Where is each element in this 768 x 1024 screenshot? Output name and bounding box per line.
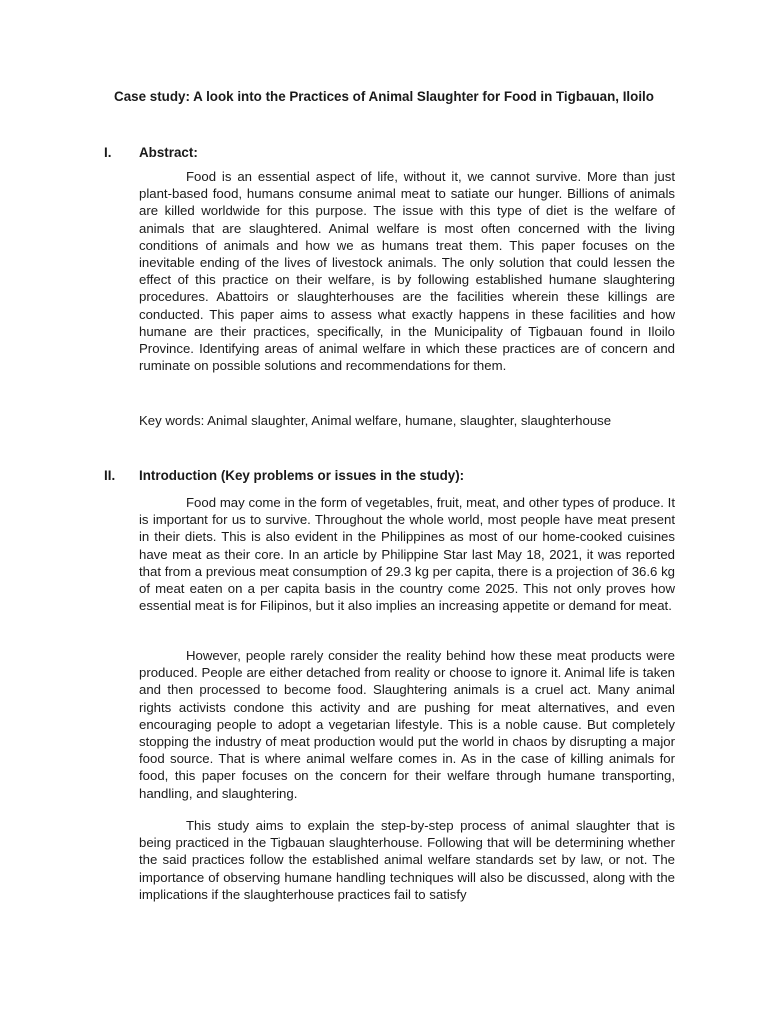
- introduction-paragraph: This study aims to explain the step-by-step process of animal slaughter that is being practiced in the Tigbauan slaughterhouse. Following that will be determining whether the said practices follow the established animal welfare standards set by law, or not. The importance of observing humane handling techniques will also be discussed, along with the implications if the slaughterhouse practices fail to satisfy: [139, 818, 675, 902]
- section-abstract-heading: [0, 144, 768, 162]
- section-number: I.: [104, 145, 112, 160]
- introduction-paragraph: Food may come in the form of vegetables, fruit, meat, and other types of produce. It is important for us to survive. Throughout the whole world, most people have meat present in their diets. This is also evident in the Philippines as most of our home-cooked cuisines have meat as their core. In an article by Philippine Star last May 18, 2021, it was reported that from a previous meat consumption of 29.3 kg per capita, there is a projection of 36.6 kg of meat eaten on a per capita basis in the country come 2025. This not only proves how essential meat is for Filipinos, but it also implies an increasing appetite or demand for meat.: [139, 495, 675, 614]
- abstract-paragraph: Food is an essential aspect of life, without it, we cannot survive. More than just plant-based food, humans consume animal meat to satiate our hunger. Billions of animals are killed worldwide for this purpose. The issue with this type of diet is the welfare of animals that are slaughtered. Animal welfare is most often concerned with the living conditions of animals and how we as humans treat them. This paper focuses on the inevitable ending of the lives of livestock animals. The only solution that could lessen the effect of this practice on their welfare, is by following established humane slaughtering procedures. Abattoirs or slaughterhouses are the facilities wherein these killings are conducted. This paper aims to assess what exactly happens in these facilities and how humane are their practices, specifically, in the Municipality of Tigbauan found in Iloilo Province. Identifying areas of animal welfare in which these practices are of concern and ruminate on possible solutions and recommendations for them.: [139, 169, 675, 374]
- keywords-line: Key words: Animal slaughter, Animal welfare, humane, slaughter, slaughterhouse: [139, 413, 612, 428]
- document-title: Case study: A look into the Practices of Animal Slaughter for Food in Tigbauan, Iloilo: [114, 89, 654, 104]
- section-introduction-heading: [0, 467, 768, 485]
- section-title: Abstract:: [139, 145, 198, 160]
- introduction-paragraph: However, people rarely consider the reality behind how these meat products were produced. People are either detached from reality or choose to ignore it. Animal life is taken and then processed to become food. Slaughtering animals is a cruel act. Many animal rights activists condone this activity and are pushing for meat alternatives, and even encouraging people to adopt a vegetarian lifestyle. This is a noble cause. But completely stopping the industry of meat production would put the world in chaos by disrupting a major food source. That is where animal welfare comes in. As in the case of killing animals for food, this paper focuses on the concern for their welfare through humane transporting, handling, and slaughtering.: [139, 648, 675, 801]
- section-title: Introduction (Key problems or issues in the study):: [139, 468, 465, 483]
- section-number: II.: [104, 468, 116, 483]
